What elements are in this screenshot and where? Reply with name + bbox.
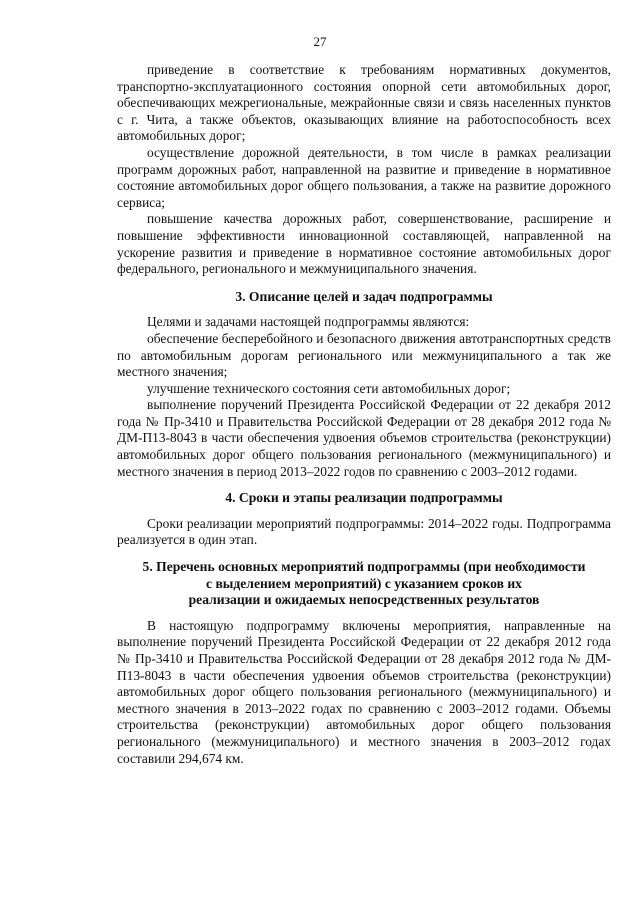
section-3-paragraph-1: Целями и задачами настоящей подпрограммы являются: xyxy=(147,314,470,330)
section-4-heading: 4. Сроки и этапы реализации подпрограммы xyxy=(225,490,503,506)
section-5-heading xyxy=(117,559,611,609)
section-5-heading-line-1: 5. Перечень основных мероприятий подпрограммы (при необходимости xyxy=(142,559,586,575)
intro-paragraph-3: повышение качества дорожных работ, совершенствование, расширение и повышение эффективности инновационной составляющей, направленной на ускорение развития и приведение в нормативное состояние автомобильных дорог федерального, регионального и межмуниципального значения. xyxy=(117,211,611,277)
section-3-paragraph-4: выполнение поручений Президента Российской Федерации от 22 декабря 2012 года № Пр-3410 и Правительства Российской Федерации от 28 декабря 2012 года № ДМ-П13-8043 в части обеспечения удвоения объемов строительства (реконструкции) автомобильных дорог общего пользования регионального (межмуниципального) и местного значения в период 2013–2022 годов по сравнению с 2003–2012 годами. xyxy=(117,397,611,479)
intro-paragraph-1: приведение в соответствие к требованиям нормативных документов, транспортно-эксплуатационного состояния опорной сети автомобильных дорог, обеспечивающих межрегиональные, межрайонные связи и связь населенных пунктов с г. Чита, а также объектов, оказывающих влияние на работоспособность всех автомобильных дорог; xyxy=(117,62,611,144)
page-number: 27 xyxy=(313,34,327,49)
section-4-paragraph-1: Сроки реализации мероприятий подпрограммы: 2014–2022 годы. Подпрограмма реализуется в один этап. xyxy=(117,515,611,548)
section-3-paragraph-2: обеспечение бесперебойного и безопасного движения автотранспортных средств по автомобильным дорогам регионального или межмуниципального а так же местного значения; xyxy=(117,330,611,380)
section-5-paragraph-1: В настоящую подпрограмму включены мероприятия, направленные на выполнение поручений Президента Российской Федерации от 22 декабря 2012 года № Пр-3410 и Правительства Российской Федерации от 28 декабря 2012 года № ДМ-П13-8043 в части обеспечения удвоения объемов строительства (реконструкции) автомобильных дорог общего пользования регионального (межмуниципального) и местного значения в 2013–2022 годах по сравнению с 2003–2012 годами. Объемы строительства (реконструкции) автомобильных дорог общего пользования регионального (межмуниципального) и местного значения в 2003–2012 годах составили 294,674 км. xyxy=(117,617,611,766)
section-5-heading-line-2: с выделением мероприятий) с указанием сроков их xyxy=(206,575,522,591)
page-body xyxy=(117,62,611,767)
intro-paragraph-2: осуществление дорожной деятельности, в том числе в рамках реализации программ дорожных работ, направленной на развитие и приведение в нормативное состояние автомобильных дорог общего пользования, а также на развитие дорожного сервиса; xyxy=(117,144,611,210)
section-3-heading: 3. Описание целей и задач подпрограммы xyxy=(235,288,493,304)
section-5-heading-line-3: реализации и ожидаемых непосредственных результатов xyxy=(188,592,540,608)
section-3-paragraph-3: улучшение технического состояния сети автомобильных дорог; xyxy=(147,380,511,396)
